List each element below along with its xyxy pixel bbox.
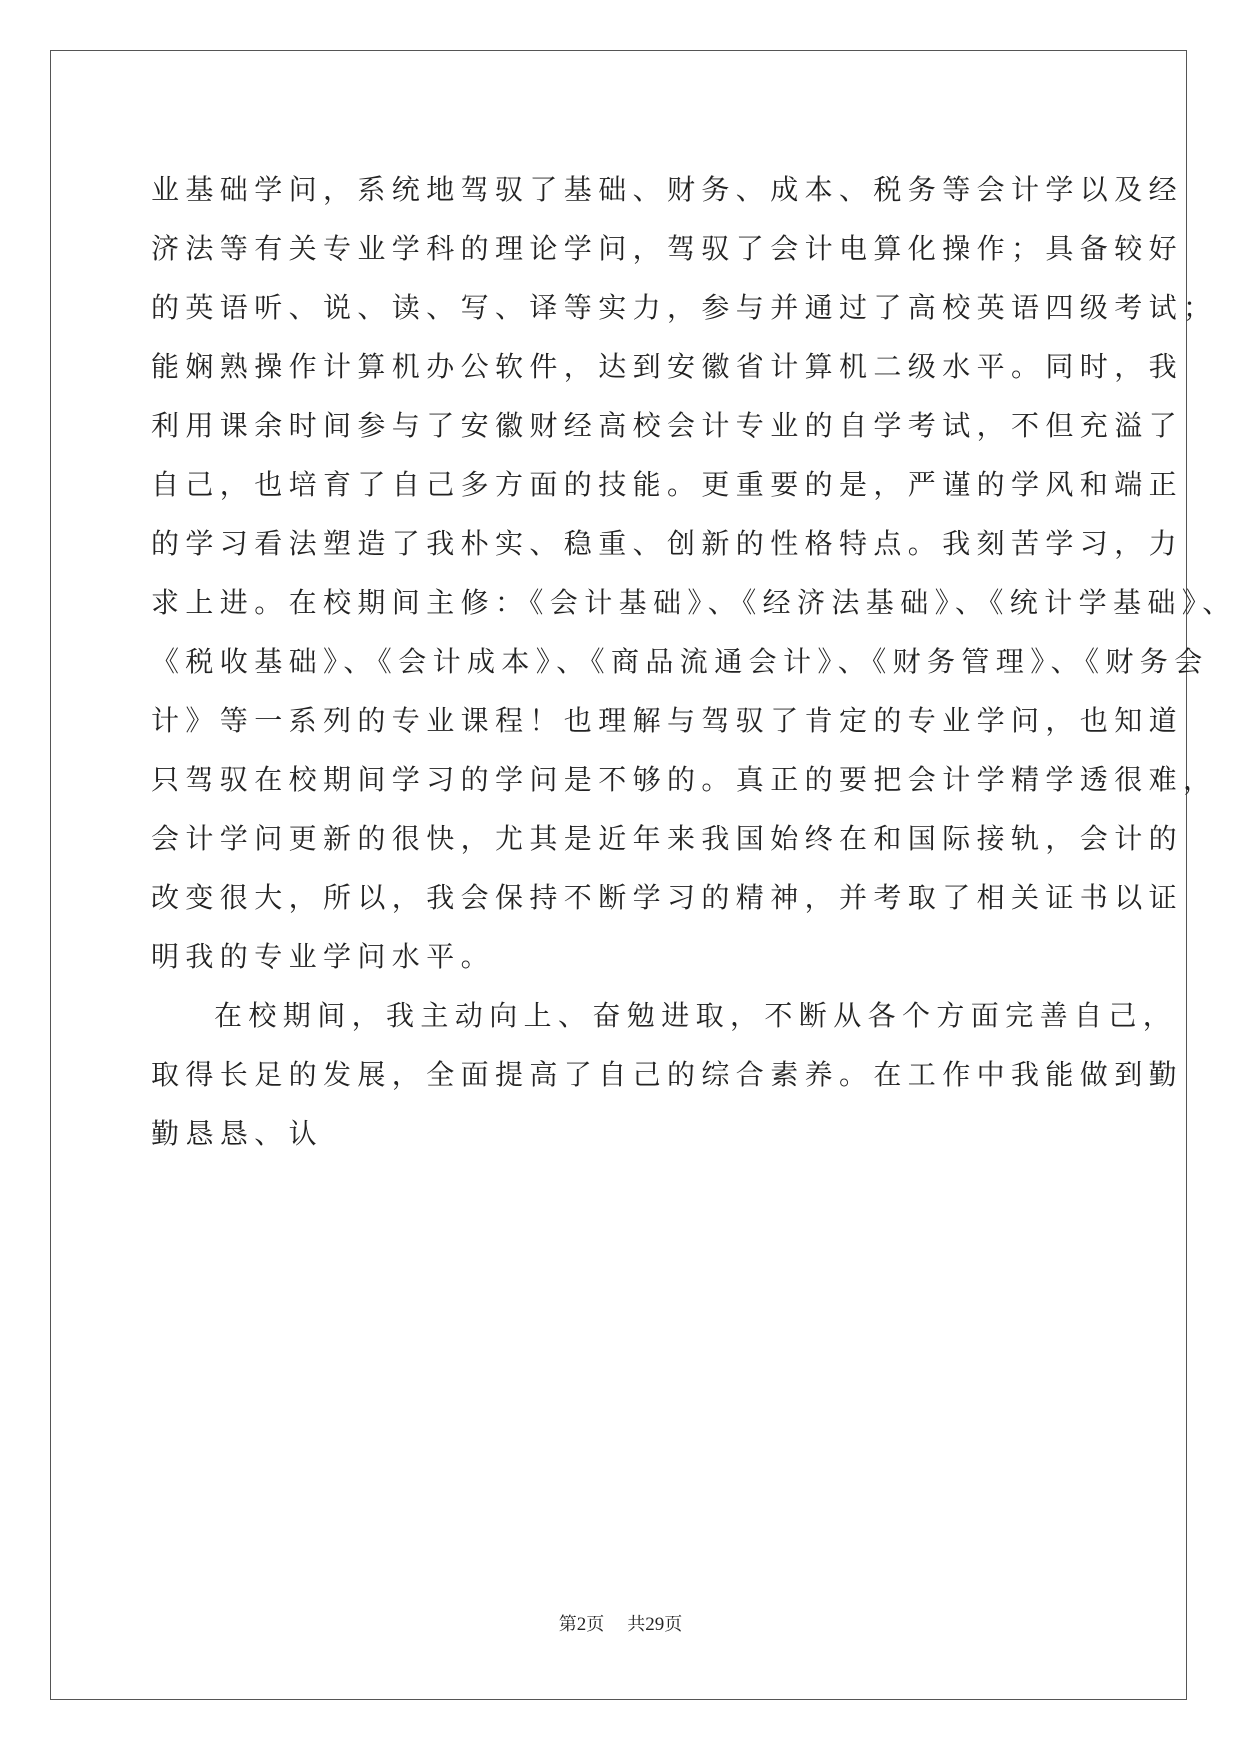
paragraph-start-line: 在校期间，我主动向上、奋勉进取，不断从各个方面完善自己， (214, 999, 1178, 1032)
total-pages: 29 (645, 1614, 665, 1635)
text-line: 勤恳恳、认 (151, 1117, 324, 1150)
document-body (151, 160, 1237, 1163)
text-line: 自己，也培育了自己多方面的技能。更重要的是，严谨的学风和端正 (151, 468, 1184, 501)
text-line: 《税收基础》、《会计成本》、《商品流通会计》、《财务管理》、《财务会 (151, 645, 1209, 678)
text-line: 济法等有关专业学科的理论学问，驾驭了会计电算化操作；具备较好 (151, 232, 1184, 265)
text-line: 会计学问更新的很快，尤其是近年来我国始终在和国际接轨，会计的 (151, 822, 1184, 855)
page-footer (0, 1610, 1241, 1636)
page-suffix: 页 (586, 1614, 605, 1635)
page-prefix: 第 (558, 1614, 577, 1635)
text-line: 的学习看法塑造了我朴实、稳重、创新的性格特点。我刻苦学习，力 (151, 527, 1184, 560)
text-line: 明我的专业学问水平。 (151, 940, 496, 973)
text-line: 求上进。在校期间主修：《会计基础》、《经济法基础》、《统计学基础》、 (151, 586, 1237, 619)
text-line: 业基础学问，系统地驾驭了基础、财务、成本、税务等会计学以及经 (151, 173, 1184, 206)
text-line: 的英语听、说、读、写、译等实力，参与并通过了高校英语四级考试； (151, 291, 1218, 324)
text-line: 只驾驭在校期间学习的学问是不够的。真正的要把会计学精学透很难， (151, 763, 1218, 796)
text-line: 改变很大，所以，我会保持不断学习的精神，并考取了相关证书以证 (151, 881, 1184, 914)
page-number: 2 (576, 1614, 587, 1635)
total-suffix: 页 (664, 1614, 683, 1635)
text-line: 取得长足的发展，全面提高了自己的综合素养。在工作中我能做到勤 (151, 1058, 1184, 1091)
text-line: 利用课余时间参与了安徽财经高校会计专业的自学考试，不但充溢了 (151, 409, 1184, 442)
total-prefix: 共 (627, 1614, 646, 1635)
text-line: 计》等一系列的专业课程！也理解与驾驭了肯定的专业学问，也知道 (151, 704, 1184, 737)
text-line: 能娴熟操作计算机办公软件，达到安徽省计算机二级水平。同时，我 (151, 350, 1184, 383)
